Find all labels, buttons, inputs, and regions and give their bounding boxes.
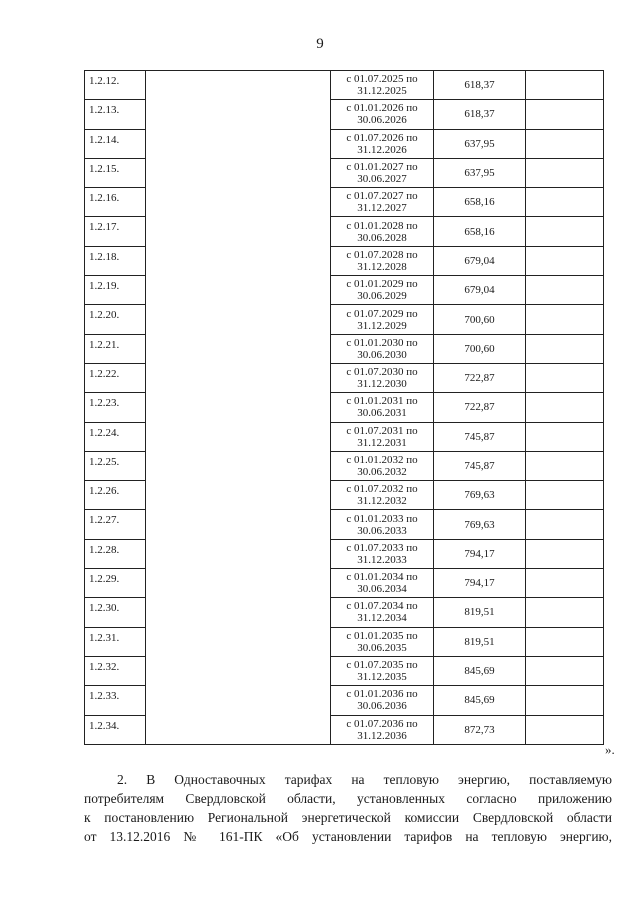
empty-cell <box>526 246 604 275</box>
tariff-value-cell: 819,51 <box>434 598 526 627</box>
period-end: 31.12.2025 <box>357 85 407 98</box>
tariff-value-cell: 679,04 <box>434 246 526 275</box>
period-start: с 01.07.2026 по <box>346 131 418 144</box>
tariff-value-cell: 700,60 <box>434 305 526 334</box>
empty-cell <box>526 217 604 246</box>
period-cell <box>331 481 434 510</box>
period-end: 31.12.2028 <box>357 260 407 273</box>
period-cell <box>331 627 434 656</box>
row-number-cell: 1.2.17. <box>85 217 146 246</box>
paragraph-line: к постановлению Региональной энергетической комиссии Свердловской области <box>84 810 612 825</box>
period-start: с 01.07.2027 по <box>346 190 418 203</box>
tariff-value-cell: 794,17 <box>434 539 526 568</box>
row-number-cell: 1.2.16. <box>85 188 146 217</box>
period-cell <box>331 539 434 568</box>
period-end: 30.06.2031 <box>357 407 407 420</box>
empty-cell <box>526 715 604 744</box>
period-start: с 01.01.2032 по <box>346 454 418 466</box>
period-start: с 01.07.2029 по <box>346 307 418 320</box>
tariff-value-cell: 745,87 <box>434 451 526 480</box>
tariff-table <box>84 70 604 745</box>
tariff-value-cell: 722,87 <box>434 363 526 392</box>
period-cell <box>331 422 434 451</box>
empty-cell <box>526 481 604 510</box>
period-start: с 01.07.2033 по <box>346 541 418 554</box>
empty-cell <box>526 334 604 363</box>
row-number-cell: 1.2.18. <box>85 246 146 275</box>
paragraph-line: 2. В Одноставочных тарифах на тепловую энергию, поставляемую <box>117 772 612 787</box>
period-start: с 01.07.2030 по <box>346 366 418 379</box>
tariff-value-cell: 845,69 <box>434 686 526 715</box>
row-number-cell: 1.2.33. <box>85 686 146 715</box>
merged-name-cell <box>146 71 331 745</box>
period-start: с 01.07.2032 по <box>346 483 418 496</box>
period-end: 31.12.2036 <box>357 729 407 742</box>
row-number-cell: 1.2.28. <box>85 539 146 568</box>
row-number-cell: 1.2.12. <box>85 71 146 100</box>
period-cell <box>331 569 434 598</box>
period-end: 31.12.2032 <box>357 495 407 508</box>
period-start: с 01.01.2033 по <box>346 512 418 525</box>
row-number-cell: 1.2.23. <box>85 393 146 422</box>
row-number-cell: 1.2.13. <box>85 100 146 129</box>
closing-quote-mark: ». <box>605 742 615 757</box>
period-cell <box>331 510 434 539</box>
period-start: с 01.01.2030 по <box>346 336 418 349</box>
row-number-cell: 1.2.29. <box>85 569 146 598</box>
row-number-cell: 1.2.20. <box>85 305 146 334</box>
tariff-value-cell: 794,17 <box>434 569 526 598</box>
period-cell <box>331 246 434 275</box>
period-cell <box>331 598 434 627</box>
period-end: 30.06.2030 <box>357 348 407 361</box>
tariff-value-cell: 700,60 <box>434 334 526 363</box>
period-cell <box>331 71 434 100</box>
period-start: с 01.07.2025 по <box>346 73 418 86</box>
period-end: 31.12.2035 <box>357 671 407 684</box>
period-cell <box>331 100 434 129</box>
period-start: с 01.07.2031 по <box>346 424 418 437</box>
empty-cell <box>526 363 604 392</box>
period-end: 31.12.2033 <box>357 553 407 566</box>
empty-cell <box>526 598 604 627</box>
paragraph-line: потребителям Свердловской области, установленных согласно приложению <box>84 791 612 806</box>
period-end: 31.12.2034 <box>357 612 407 625</box>
tariff-value-cell: 658,16 <box>434 217 526 246</box>
period-start: с 01.01.2034 по <box>346 571 418 584</box>
period-end: 31.12.2026 <box>357 143 407 156</box>
row-number-cell: 1.2.34. <box>85 715 146 744</box>
period-end: 30.06.2027 <box>357 173 407 186</box>
row-number-cell: 1.2.26. <box>85 481 146 510</box>
empty-cell <box>526 305 604 334</box>
period-start: с 01.01.2026 по <box>346 102 418 115</box>
empty-cell <box>526 276 604 305</box>
tariff-value-cell: 819,51 <box>434 627 526 656</box>
empty-cell <box>526 451 604 480</box>
tariff-value-cell: 637,95 <box>434 158 526 187</box>
period-start: с 01.01.2031 по <box>346 395 418 408</box>
empty-cell <box>526 569 604 598</box>
row-number-cell: 1.2.21. <box>85 334 146 363</box>
amendment-paragraph <box>84 770 612 846</box>
tariff-value-cell: 769,63 <box>434 481 526 510</box>
period-end: 30.06.2036 <box>357 700 407 713</box>
period-start: с 01.01.2029 по <box>346 278 418 291</box>
period-cell <box>331 129 434 158</box>
row-number-cell: 1.2.32. <box>85 656 146 685</box>
empty-cell <box>526 188 604 217</box>
period-cell <box>331 188 434 217</box>
period-start: с 01.07.2034 по <box>346 600 418 613</box>
row-number-cell: 1.2.25. <box>85 451 146 480</box>
period-start: с 01.01.2036 по <box>346 688 418 701</box>
tariff-value-cell: 679,04 <box>434 276 526 305</box>
tariff-value-cell: 745,87 <box>434 422 526 451</box>
empty-cell <box>526 686 604 715</box>
period-start: с 01.01.2027 по <box>346 161 418 174</box>
period-cell <box>331 451 434 480</box>
period-cell <box>331 393 434 422</box>
period-cell <box>331 305 434 334</box>
tariff-value-cell: 637,95 <box>434 129 526 158</box>
period-end: 30.06.2034 <box>357 583 407 596</box>
page-number: 9 <box>316 36 324 52</box>
empty-cell <box>526 100 604 129</box>
period-end: 30.06.2032 <box>357 466 407 478</box>
period-end: 31.12.2027 <box>357 202 407 215</box>
empty-cell <box>526 510 604 539</box>
tariff-value-cell: 618,37 <box>434 71 526 100</box>
tariff-value-cell: 618,37 <box>434 100 526 129</box>
tariff-table-body <box>85 71 604 745</box>
tariff-value-cell: 722,87 <box>434 393 526 422</box>
row-number-cell: 1.2.24. <box>85 422 146 451</box>
paragraph-line: от 13.12.2016 № 161-ПК «Об установлении тарифов на тепловую энергию, <box>84 829 612 844</box>
row-number-cell: 1.2.15. <box>85 158 146 187</box>
period-cell <box>331 334 434 363</box>
period-end: 30.06.2035 <box>357 641 407 654</box>
row-number-cell: 1.2.30. <box>85 598 146 627</box>
period-cell <box>331 715 434 744</box>
period-cell <box>331 276 434 305</box>
table-row <box>85 71 604 100</box>
empty-cell <box>526 627 604 656</box>
tariff-value-cell: 872,73 <box>434 715 526 744</box>
row-number-cell: 1.2.27. <box>85 510 146 539</box>
period-start: с 01.01.2035 по <box>346 629 418 642</box>
row-number-cell: 1.2.22. <box>85 363 146 392</box>
period-end: 30.06.2026 <box>357 114 407 127</box>
empty-cell <box>526 656 604 685</box>
period-end: 30.06.2029 <box>357 290 407 303</box>
period-start: с 01.07.2035 по <box>346 659 418 672</box>
empty-cell <box>526 422 604 451</box>
period-start: с 01.07.2028 по <box>346 248 418 261</box>
period-cell <box>331 686 434 715</box>
period-end: 30.06.2028 <box>357 231 407 244</box>
empty-cell <box>526 71 604 100</box>
empty-cell <box>526 129 604 158</box>
empty-cell <box>526 158 604 187</box>
period-end: 31.12.2030 <box>357 378 407 391</box>
period-cell <box>331 217 434 246</box>
period-end: 30.06.2033 <box>357 524 407 537</box>
period-cell <box>331 158 434 187</box>
period-cell <box>331 656 434 685</box>
row-number-cell: 1.2.19. <box>85 276 146 305</box>
period-cell <box>331 363 434 392</box>
row-number-cell: 1.2.14. <box>85 129 146 158</box>
empty-cell <box>526 539 604 568</box>
period-end: 31.12.2031 <box>357 436 407 449</box>
period-start: с 01.01.2028 по <box>346 219 418 232</box>
tariff-value-cell: 845,69 <box>434 656 526 685</box>
row-number-cell: 1.2.31. <box>85 627 146 656</box>
period-end: 31.12.2029 <box>357 319 407 332</box>
period-start: с 01.07.2036 по <box>346 717 418 730</box>
tariff-value-cell: 658,16 <box>434 188 526 217</box>
tariff-value-cell: 769,63 <box>434 510 526 539</box>
empty-cell <box>526 393 604 422</box>
